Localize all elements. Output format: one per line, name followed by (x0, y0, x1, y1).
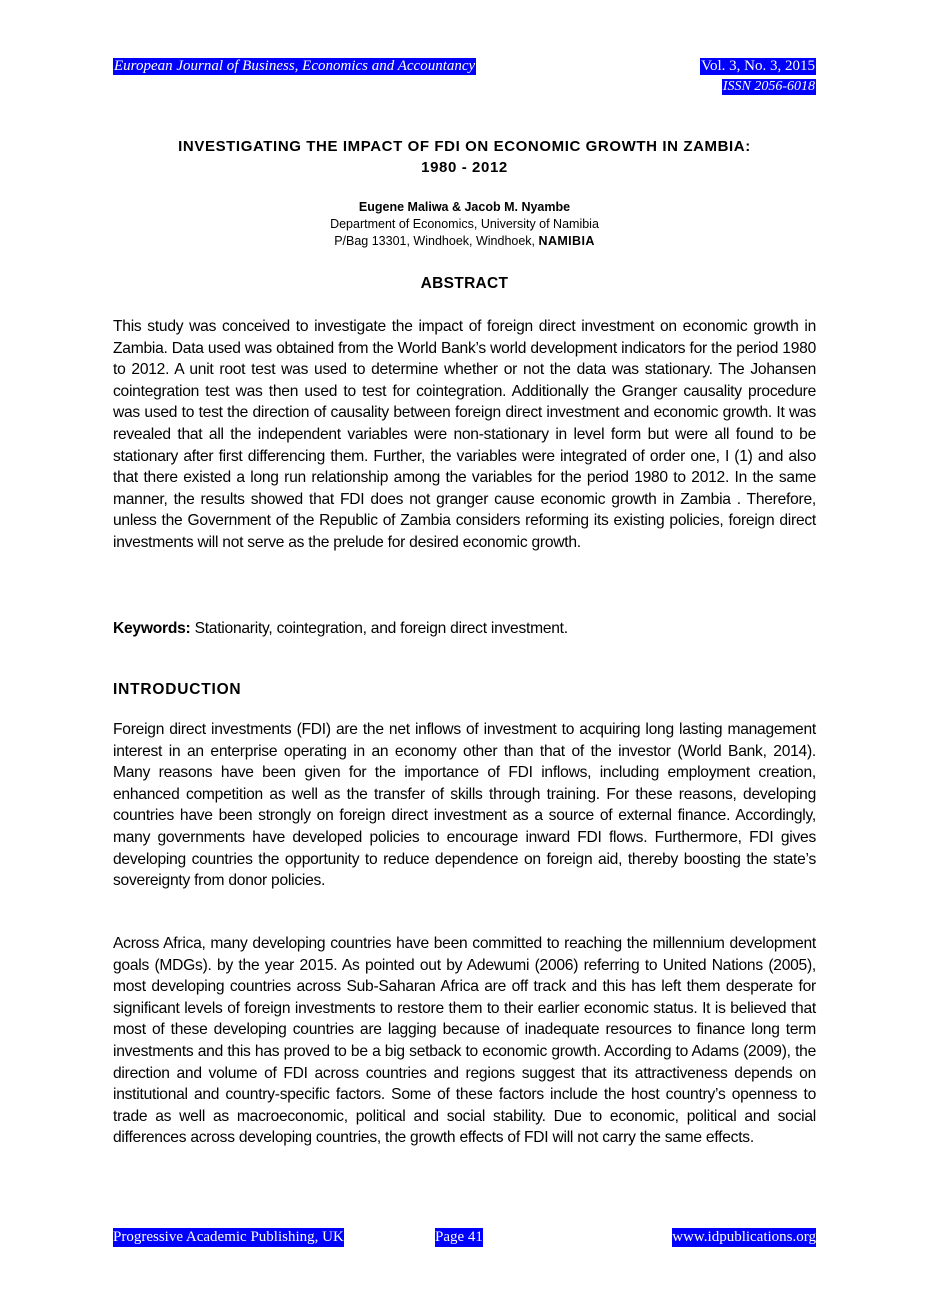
abstract-text: This study was conceived to investigate the impact of foreign direct investment on economic growth in Zambia. Data used was obtained from the World Bank’s world development indicators for the period 1980 to 2012. A unit root test was used to determine whether or not the data was stationary. The Johansen cointegration test was then used to test for cointegration. Additionally the Granger causality procedure was used to test the direction of causality between foreign direct investment and economic growth. It was revealed that all the independent variables were non-stationary in level form but were all found to be stationary after first differencing them. Further, the variables were integrated of order one, I (1) and also that there existed a long run relationship among the variables for the period 1980 to 2012. In the same manner, the results showed that FDI does not granger cause economic growth in Zambia . Therefore, unless the Government of the Republic of Zambia considers reforming its existing policies, foreign direct investments will not serve as the prelude for desired economic growth. (113, 318, 816, 551)
title-line-2: 1980 - 2012 (421, 159, 508, 176)
keywords-label: Keywords: (113, 620, 191, 637)
footer-page-number: Page 41 (435, 1229, 483, 1245)
introduction-paragraph-1: Foreign direct investments (FDI) are the net inflows of investment to acquiring long lasting management interest in an enterprise operating in an economy other than that of the investor (World Bank, 2014). Many reasons have been given for the importance of FDI inflows, including employment creation, enhanced competition as well as the transfer of skills through training. For these reasons, developing countries have been strongly on foreign direct investment as a source of external finance. Accordingly, many governments have developed policies to encourage inward FDI flows. Furthermore, FDI gives developing countries the opportunity to reduce dependence on foreign aid, thereby boosting the state’s sovereignty from donor policies. (113, 721, 816, 890)
keywords-line (113, 618, 816, 639)
footer-website: www.idpublications.org (672, 1229, 816, 1245)
journal-name: European Journal of Business, Economics and Accountancy (114, 58, 476, 74)
keywords-text: Stationarity, cointegration, and foreign direct investment. (190, 620, 568, 637)
page-header (113, 58, 816, 98)
issn: ISSN 2056-6018 (722, 79, 815, 94)
author-country: NAMIBIA (538, 234, 595, 248)
volume-info: Vol. 3, No. 3, 2015 (701, 58, 815, 74)
abstract-heading: ABSTRACT (420, 275, 509, 292)
introduction-paragraph-2: Across Africa, many developing countries have been committed to reaching the millennium development goals (MDGs). by the year 2015. As pointed out by Adewumi (2006) referring to United Nations (2005), most developing countries across Sub-Saharan Africa are off track and this has left them desperate for significant levels of foreign investments to restore them to their earlier economic status. It is believed that most of these developing countries are lagging because of inadequate resources to finance long term investments and this has proved to be a big setback to economic growth. According to Adams (2009), the direction and volume of FDI across countries and regions suggest that its attractiveness depends on institutional and country-specific factors. Some of these factors include the host country’s openness to trade as well as macroeconomic, political and social stability. Due to economic, political and social differences across developing countries, the growth effects of FDI will not carry the same effects. (113, 935, 816, 1147)
author-address-line (113, 233, 816, 250)
paper-title (113, 136, 816, 178)
introduction-heading: INTRODUCTION (113, 681, 242, 698)
author-block (113, 199, 816, 250)
footer-publisher: Progressive Academic Publishing, UK (113, 1229, 344, 1245)
title-line-1: INVESTIGATING THE IMPACT OF FDI ON ECONOMIC GROWTH IN ZAMBIA: (178, 138, 751, 155)
author-names: Eugene Maliwa & Jacob M. Nyambe (358, 200, 571, 214)
author-department: Department of Economics, University of Namibia (330, 217, 599, 231)
author-address: P/Bag 13301, Windhoek, Windhoek, (334, 234, 536, 248)
page-footer (113, 1228, 816, 1247)
